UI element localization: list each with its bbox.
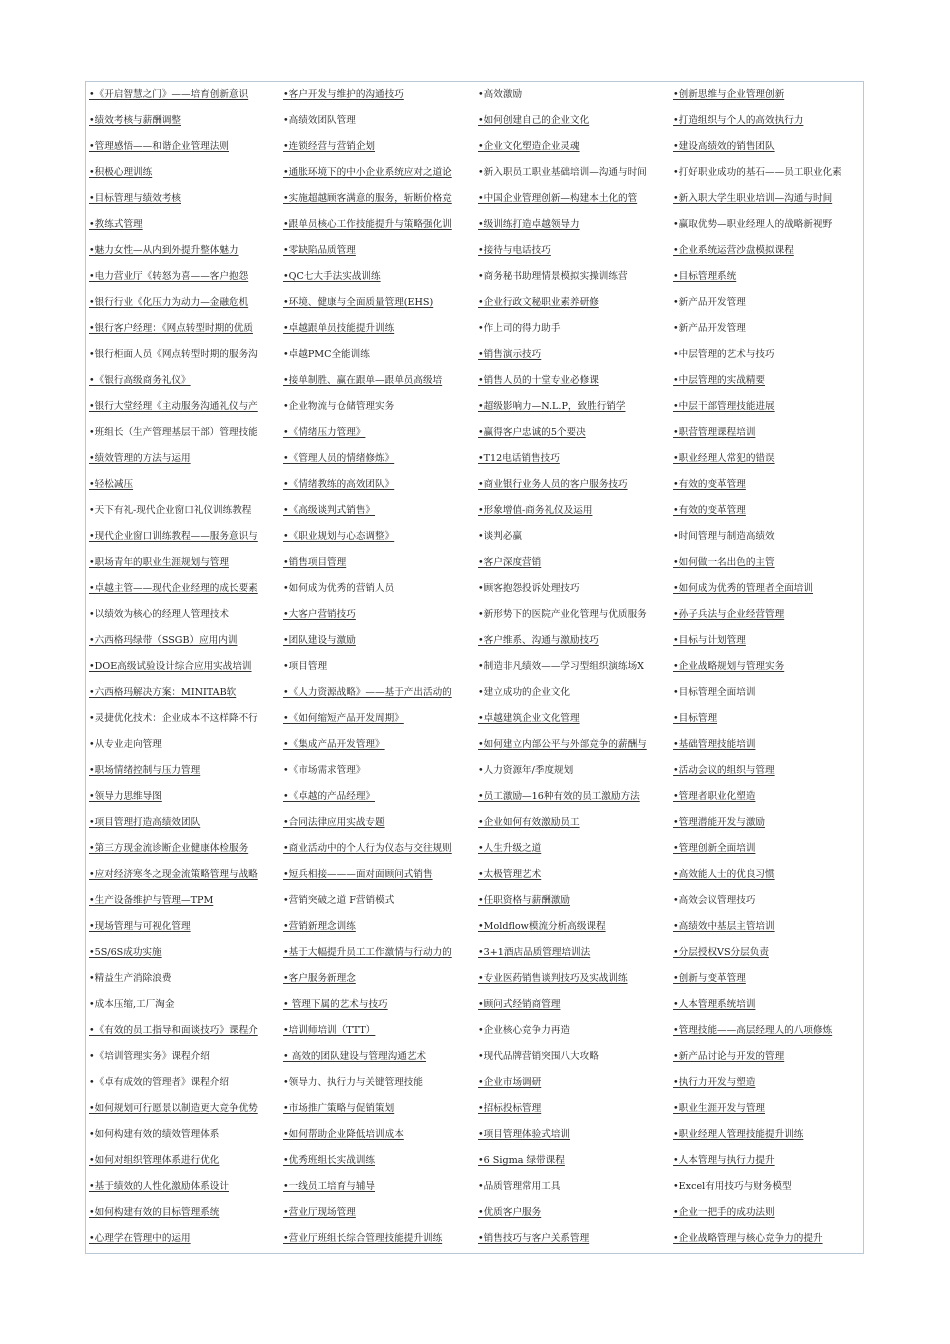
course-link[interactable]: •如何建立内部公平与外部竞争的薪酬与 [478, 739, 647, 750]
course-link[interactable]: •培训师培训（TTT） [283, 1025, 376, 1036]
course-link[interactable]: •连锁经营与营销企划 [283, 141, 376, 152]
course-link[interactable]: •《银行高级商务礼仪》 [89, 375, 191, 386]
course-link[interactable]: •中层干部管理技能进展 [673, 401, 775, 412]
course-link[interactable]: •赢得客户忠诚的5个要决 [478, 427, 586, 438]
course-link[interactable]: •管理潜能开发与激励 [673, 817, 766, 828]
course-item: •高效会议管理技巧 [673, 895, 756, 906]
course-item: •《培训管理实务》课程介绍 [89, 1051, 210, 1062]
course-link[interactable]: •市场推广策略与促销策划 [283, 1103, 395, 1114]
course-item: •目标管理全面培训 [673, 687, 756, 698]
course-link[interactable]: •通胀环境下的中小企业系统应对之道论 [283, 167, 452, 178]
course-column [280, 82, 474, 1253]
course-link[interactable]: •领导力思维导图 [89, 791, 162, 802]
course-link[interactable]: •中层管理的实战精要 [673, 375, 766, 386]
course-link[interactable]: •员工激励—16种有效的员工激励方法 [478, 791, 640, 802]
course-link[interactable]: •管理技能——高层经理人的八项修炼 [673, 1025, 833, 1036]
course-link[interactable]: •跟单员核心工作技能提升与策略强化训 [283, 219, 452, 230]
course-link[interactable]: •高效能人士的优良习惯 [673, 869, 775, 880]
course-link[interactable]: •基于绩效的人性化激励体系设计 [89, 1181, 229, 1192]
course-item: •打好职业成功的基石——员工职业化素 [673, 167, 842, 178]
course-link[interactable]: •企业市场调研 [478, 1077, 542, 1088]
course-link[interactable]: •管理者职业化塑造 [673, 791, 756, 802]
course-link[interactable]: •接单制胜、赢在跟单—跟单员高级培 [283, 375, 443, 386]
course-link[interactable]: •企业战略管理与核心竞争力的提升 [673, 1233, 823, 1244]
course-link[interactable]: •职业生涯开发与管理 [673, 1103, 766, 1114]
course-column [86, 82, 280, 1253]
course-link[interactable]: •如何帮助企业降低培训成本 [283, 1129, 404, 1140]
course-link[interactable]: •创新与变革管理 [673, 973, 746, 984]
course-column [670, 82, 864, 1253]
course-link[interactable]: •第三方现金流诊断企业健康体检服务 [89, 843, 249, 854]
course-item: •卓越PMC全能训练 [283, 349, 370, 360]
course-link[interactable]: •客户深度营销 [478, 557, 542, 568]
course-link[interactable]: •客户服务新理念 [283, 973, 356, 984]
course-link[interactable]: •零缺陷品质管理 [283, 245, 356, 256]
course-item: •如何成为优秀的营销人员 [283, 583, 395, 594]
course-link[interactable]: •团队建设与激励 [283, 635, 356, 646]
course-link[interactable]: •《情绪压力管理》 [283, 427, 366, 438]
course-link[interactable]: •银行客户经理：《网点转型时期的优质 [89, 323, 253, 334]
course-link[interactable]: •实施超越顾客满意的服务，斩断价格竞 [283, 193, 452, 204]
course-item: •天下有礼-现代企业窗口礼仪训练教程 [89, 505, 252, 516]
course-link[interactable]: •QC七大手法实战训练 [283, 271, 381, 282]
course-link[interactable]: •职业经理人管理技能提升训练 [673, 1129, 804, 1140]
course-item: •制造非凡绩效——学习型组织演练场Ⅹ [478, 661, 644, 672]
course-link[interactable]: •银行行业《化压力为动力—金融危机 [89, 297, 249, 308]
course-link[interactable]: •职业经理人常犯的错误 [673, 453, 775, 464]
course-link[interactable]: •如何构建有效的目标管理系统 [89, 1207, 220, 1218]
course-link[interactable]: •接待与电话技巧 [478, 245, 551, 256]
course-link[interactable]: •中国企业管理创新—构建本土化的管 [478, 193, 638, 204]
course-link[interactable]: •一线员工培育与辅导 [283, 1181, 376, 1192]
course-link[interactable]: •客户维系、沟通与激励技巧 [478, 635, 599, 646]
course-link[interactable]: •企业战略规划与管理实务 [673, 661, 785, 672]
course-item: •高绩效团队管理 [283, 115, 356, 126]
course-link[interactable]: •绩效管理的方法与运用 [89, 453, 191, 464]
course-link[interactable]: •企业系统运营沙盘模拟课程 [673, 245, 794, 256]
course-link[interactable]: •如何对组织管理体系进行优化 [89, 1155, 220, 1166]
course-link[interactable]: •卓越建筑企业文化管理 [478, 713, 580, 724]
course-link[interactable]: •项目管理体验式培训 [478, 1129, 571, 1140]
course-link[interactable]: •职营管理课程培训 [673, 427, 756, 438]
course-link[interactable]: •顾问式经销商管理 [478, 999, 561, 1010]
course-item: •企业核心竞争力再造 [478, 1025, 571, 1036]
course-link[interactable]: •合同法律应用实战专题 [283, 817, 385, 828]
course-link[interactable]: •职场情绪控制与压力管理 [89, 765, 201, 776]
course-link[interactable]: •目标与计划管理 [673, 635, 746, 646]
course-item: •建立成功的企业文化 [478, 687, 571, 698]
course-link[interactable]: •《高级谈判式销售》 [283, 505, 376, 516]
course-link[interactable]: •如何成为优秀的管理者全面培训 [673, 583, 813, 594]
course-link[interactable]: •销售演示技巧 [478, 349, 542, 360]
course-item: •高效激励 [478, 89, 523, 100]
course-link[interactable]: •目标管理与绩效考核 [89, 193, 182, 204]
course-link[interactable]: •绩效考核与薪酬调整 [89, 115, 182, 126]
course-link[interactable]: •任职资格与薪酬激励 [478, 895, 571, 906]
course-link[interactable]: •六西格玛绿带（SSGB）应用内训 [89, 635, 238, 646]
course-link[interactable]: •基于大幅提升员工工作激情与行动力的 [283, 947, 452, 958]
course-link[interactable]: • 高效的团队建设与管理沟通艺术 [283, 1051, 427, 1062]
course-item: •班组长（生产管理基层干部）管理技能 [89, 427, 258, 438]
course-link[interactable]: •人本管理与执行力提升 [673, 1155, 775, 1166]
course-link[interactable]: •创新思维与企业管理创新 [673, 89, 785, 100]
course-link[interactable]: •新入职大学生职业培训—沟通与时间 [673, 193, 833, 204]
course-link[interactable]: •卓越主管——现代企业经理的成长要素 [89, 583, 258, 594]
course-link[interactable]: •企业文化塑造企业灵魂 [478, 141, 580, 152]
course-link[interactable]: •《情绪教练的高效团队》 [283, 479, 395, 490]
course-list-table [85, 81, 864, 1254]
course-link[interactable]: •项目管理打造高绩效团队 [89, 817, 201, 828]
course-link[interactable]: •电力营业厅《转怒为喜——客户抱怨 [89, 271, 249, 282]
course-link[interactable]: •级训练打造卓越领导力 [478, 219, 580, 230]
course-link[interactable]: •如何做一名出色的主管 [673, 557, 775, 568]
course-link[interactable]: •环境、健康与全面质量管理(EHS) [283, 297, 434, 308]
course-item: •新入职员工职业基础培训—沟通与时间 [478, 167, 647, 178]
course-link[interactable]: •教练式管理 [89, 219, 143, 230]
course-item: •顾客抱怨投诉处理技巧 [478, 583, 580, 594]
course-link[interactable]: •优质客户服务 [478, 1207, 542, 1218]
course-link[interactable]: •《开启智慧之门》——培育创新意识 [89, 89, 249, 100]
course-link[interactable]: •积极心理训练 [89, 167, 153, 178]
course-item: •营销突破之道 F营销模式 [283, 895, 395, 906]
course-link[interactable]: •新产品讨论与开发的管理 [673, 1051, 785, 1062]
course-link[interactable]: •基础管理技能培训 [673, 739, 756, 750]
course-link[interactable]: •企业如何有效激励员工 [478, 817, 580, 828]
course-link[interactable]: •DOE高级试验设计综合应用实战培训 [89, 661, 252, 672]
course-link[interactable]: •打造组织与个人的高效执行力 [673, 115, 804, 126]
course-link[interactable]: •管理创新全面培训 [673, 843, 756, 854]
course-link[interactable]: •企业一把手的成功法则 [673, 1207, 775, 1218]
course-item: •中层管理的艺术与技巧 [673, 349, 775, 360]
course-link[interactable]: •《职业规划与心态调整》 [283, 531, 395, 542]
course-link[interactable]: •《卓越的产品经理》 [283, 791, 376, 802]
course-item: •人力资源年/季度规划 [478, 765, 574, 776]
course-item: •以绩效为核心的经理人管理技术 [89, 609, 229, 620]
course-link[interactable]: •心理学在管理中的运用 [89, 1233, 191, 1244]
course-link[interactable]: •客户开发与维护的沟通技巧 [283, 89, 404, 100]
course-link[interactable]: •《如何缩短产品开发周期》 [283, 713, 404, 724]
course-link[interactable]: •营销新理念训练 [283, 921, 356, 932]
course-link[interactable]: •有效的变革管理 [673, 479, 746, 490]
course-link[interactable]: •卓越跟单员技能提升训练 [283, 323, 395, 334]
course-link[interactable]: •现场管理与可视化管理 [89, 921, 191, 932]
course-link[interactable]: •销售项目管理 [283, 557, 347, 568]
course-link[interactable]: •商业银行业务人员的客户服务技巧 [478, 479, 628, 490]
course-link[interactable]: •营业厅班组长综合管理技能提升训练 [283, 1233, 443, 1244]
course-link[interactable]: •轻松减压 [89, 479, 134, 490]
course-link[interactable]: •《集成产品开发管理》 [283, 739, 385, 750]
course-item: •新产品开发管理 [673, 297, 746, 308]
course-link[interactable]: •建设高绩效的销售团队 [673, 141, 775, 152]
course-link[interactable]: •营业厅现场管理 [283, 1207, 356, 1218]
course-item: •如何构建有效的绩效管理体系 [89, 1129, 220, 1140]
course-link[interactable]: •人生升级之道 [478, 843, 542, 854]
course-item: •品质管理常用工具 [478, 1181, 561, 1192]
course-link[interactable]: •职场青年的职业生涯规划与管理 [89, 557, 229, 568]
course-item: •《卓有成效的管理者》课程介绍 [89, 1077, 229, 1088]
course-link[interactable]: •活动会议的组织与管理 [673, 765, 775, 776]
course-item: •谈判必赢 [478, 531, 523, 542]
course-link[interactable]: •招标投标管理 [478, 1103, 542, 1114]
course-item: •《市场需求管理》 [283, 765, 366, 776]
course-link[interactable]: •如何创建自己的企业文化 [478, 115, 590, 126]
course-item: •现代品牌营销突围八大攻略 [478, 1051, 599, 1062]
course-item: •作上司的得力助手 [478, 323, 561, 334]
course-link[interactable]: •《有效的员工指导和面谈技巧》课程介 [89, 1025, 258, 1036]
course-link[interactable]: •T12电话销售技巧 [478, 453, 560, 464]
course-link[interactable]: •六西格玛解决方案：MINITAB软 [89, 687, 237, 698]
course-link[interactable]: •有效的变革管理 [673, 505, 746, 516]
course-link[interactable]: •生产设备维护与管理—TPM [89, 895, 214, 906]
course-item: •领导力、执行力与关键管理技能 [283, 1077, 423, 1088]
course-link[interactable]: •销售人员的十堂专业必修课 [478, 375, 599, 386]
course-link[interactable]: •魅力女性—从内到外提升整体魅力 [89, 245, 239, 256]
course-item: •Excel有用技巧与财务模型 [673, 1181, 792, 1192]
course-link[interactable]: •企业行政文秘职业素养研修 [478, 297, 599, 308]
course-item: •银行柜面人员《网点转型时期的服务沟 [89, 349, 258, 360]
course-link[interactable]: •目标管理 [673, 713, 718, 724]
course-link[interactable]: •销售技巧与客户关系管理 [478, 1233, 590, 1244]
course-link[interactable]: •《人力资源战略》——基于产出活动的 [283, 687, 452, 698]
course-item: •从专业走向管理 [89, 739, 162, 750]
course-item: •新形势下的医院产业化管理与优质服务 [478, 609, 647, 620]
course-link[interactable]: •6 Sigma 绿带课程 [478, 1155, 565, 1166]
course-link[interactable]: •Moldflow模流分析高级课程 [478, 921, 606, 932]
course-link[interactable]: •《管理人员的情绪修炼》 [283, 453, 395, 464]
course-link[interactable]: •3+1酒店品质管理培训法 [478, 947, 591, 958]
course-link[interactable]: •超级影响力—N.L.P，致胜行销学 [478, 401, 626, 412]
course-link[interactable]: •执行力开发与塑造 [673, 1077, 756, 1088]
course-item: •赢取优势—职业经理人的战略新视野 [673, 219, 833, 230]
course-item: •灵捷优化技术：企业成本不这样降不行 [89, 713, 258, 724]
course-link[interactable]: •商业活动中的个人行为仪态与交往规则 [283, 843, 452, 854]
course-item: •精益生产消除浪费 [89, 973, 172, 984]
course-link[interactable]: •如何规划可行愿景以制造更大竞争优势 [89, 1103, 258, 1114]
course-item: •新产品开发管理 [673, 323, 746, 334]
course-link[interactable]: •短兵相接———面对面顾问式销售 [283, 869, 433, 880]
course-item: •项目管理 [283, 661, 328, 672]
course-link[interactable]: •高绩效中基层主管培训 [673, 921, 775, 932]
course-link[interactable]: •大客户营销技巧 [283, 609, 356, 620]
course-link[interactable]: •人本管理系统培训 [673, 999, 756, 1010]
course-link[interactable]: • 管理下属的艺术与技巧 [283, 999, 388, 1010]
course-item: •商务秘书助理情景模拟实操训练营 [478, 271, 628, 282]
course-item: •成本压缩,工厂淘金 [89, 999, 175, 1010]
course-column [475, 82, 669, 1253]
course-item: •企业物流与仓储管理实务 [283, 401, 395, 412]
course-link[interactable]: •银行大堂经理《主动服务沟通礼仪与产 [89, 401, 258, 412]
course-link[interactable]: •孙子兵法与企业经营管理 [673, 609, 785, 620]
course-link[interactable]: •太极管理艺术 [478, 869, 542, 880]
course-link[interactable]: •分层授权VS分层负责 [673, 947, 769, 958]
course-link[interactable]: •优秀班组长实战训练 [283, 1155, 376, 1166]
course-item: •时间管理与制造高绩效 [673, 531, 775, 542]
course-link[interactable]: •目标管理系统 [673, 271, 737, 282]
course-link[interactable]: •应对经济寒冬之现金流策略管理与战略 [89, 869, 258, 880]
course-link[interactable]: •5S/6S成功实施 [89, 947, 162, 958]
course-link[interactable]: •形象增值-商务礼仪及运用 [478, 505, 593, 516]
course-link[interactable]: •专业医药销售谈判技巧及实战训练 [478, 973, 628, 984]
course-link[interactable]: •现代企业窗口训练教程——服务意识与 [89, 531, 258, 542]
course-link[interactable]: •管理感悟——和谐企业管理法则 [89, 141, 229, 152]
